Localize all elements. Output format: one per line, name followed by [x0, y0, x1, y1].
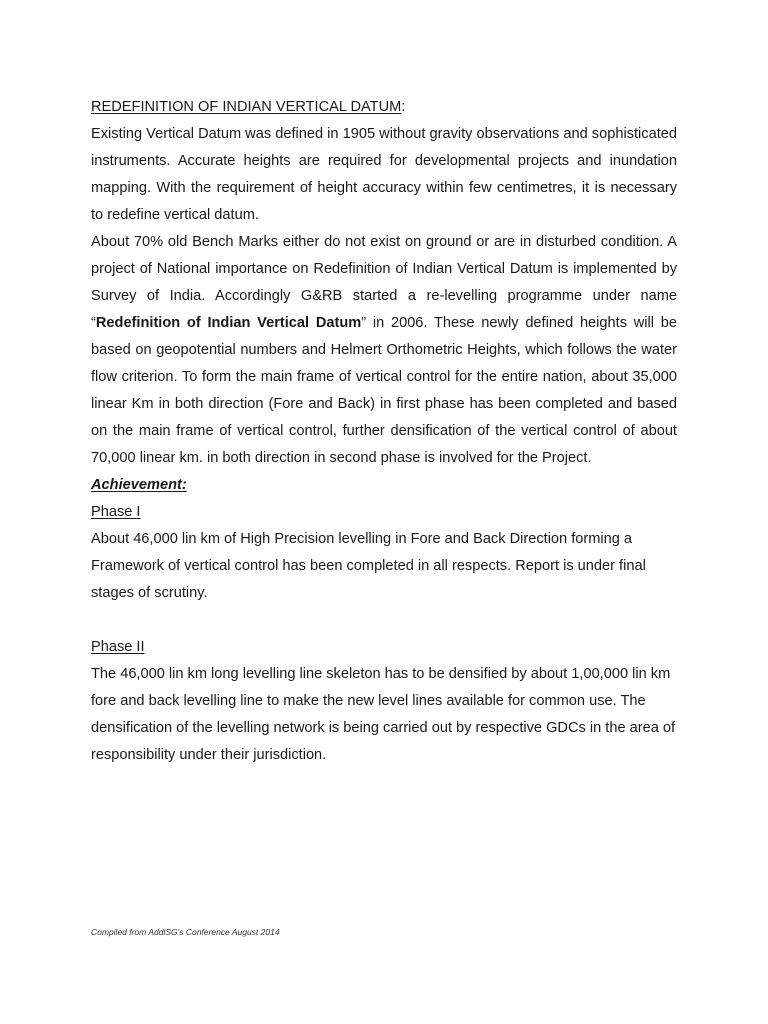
- phase-2-text: The 46,000 lin km long levelling line skeleton has to be densified by about 1,00,000 lin km fore and back levelling line to make the new level lines available for common use. The densification of the levelling network is being carried out by respective GDCs in the area of responsibility under their jurisdiction.: [91, 666, 676, 763]
- section-title: REDEFINITION OF INDIAN VERTICAL DATUM: [91, 99, 402, 115]
- intro-paragraph: Existing Vertical Datum was defined in 1905 without gravity observations and sophisticated instruments. Accurate heights are required for developmental projects and inundation mapping. With the requirement of height accuracy within few centimetres, it is necessary to redefine vertical datum.: [91, 126, 677, 223]
- project-paragraph: [91, 229, 677, 472]
- phase-2-label: Phase II: [91, 639, 145, 655]
- footer-note: Compiled from AddlSG's Conference August 2014: [91, 927, 280, 937]
- phase-1-label: Phase I: [91, 504, 141, 520]
- section-heading: [91, 94, 677, 121]
- project-paragraph-text-before: About 70% old Bench Marks either do not exist on ground or are in disturbed condition. A project of National importance on Redefinition of Indian Vertical Datum is implemented by Survey of India. Accordingly G&RB started a re-levelling programme under name “: [91, 234, 677, 331]
- achievement-heading: Achievement:: [91, 477, 187, 493]
- project-paragraph-text-after: ” in 2006. These newly defined heights will be based on geopotential numbers and Helmert Orthometric Heights, which follows the water flow criterion. To form the main frame of vertical control for the entire nation, about 35,000 linear Km in both direction (Fore and Back) in first phase has been completed and based on the main frame of vertical control, further densification of the vertical control of about 70,000 linear km. in both direction in second phase is involved for the Project.: [91, 315, 677, 466]
- section-title-colon: :: [401, 99, 406, 115]
- project-name: Redefinition of Indian Vertical Datum: [95, 315, 362, 331]
- phase-1-text: About 46,000 lin km of High Precision levelling in Fore and Back Direction forming a Framework of vertical control has been completed in all respects. Report is under final stages of scrutiny.: [91, 531, 646, 601]
- spacer: [91, 607, 677, 634]
- document-body: [91, 94, 677, 769]
